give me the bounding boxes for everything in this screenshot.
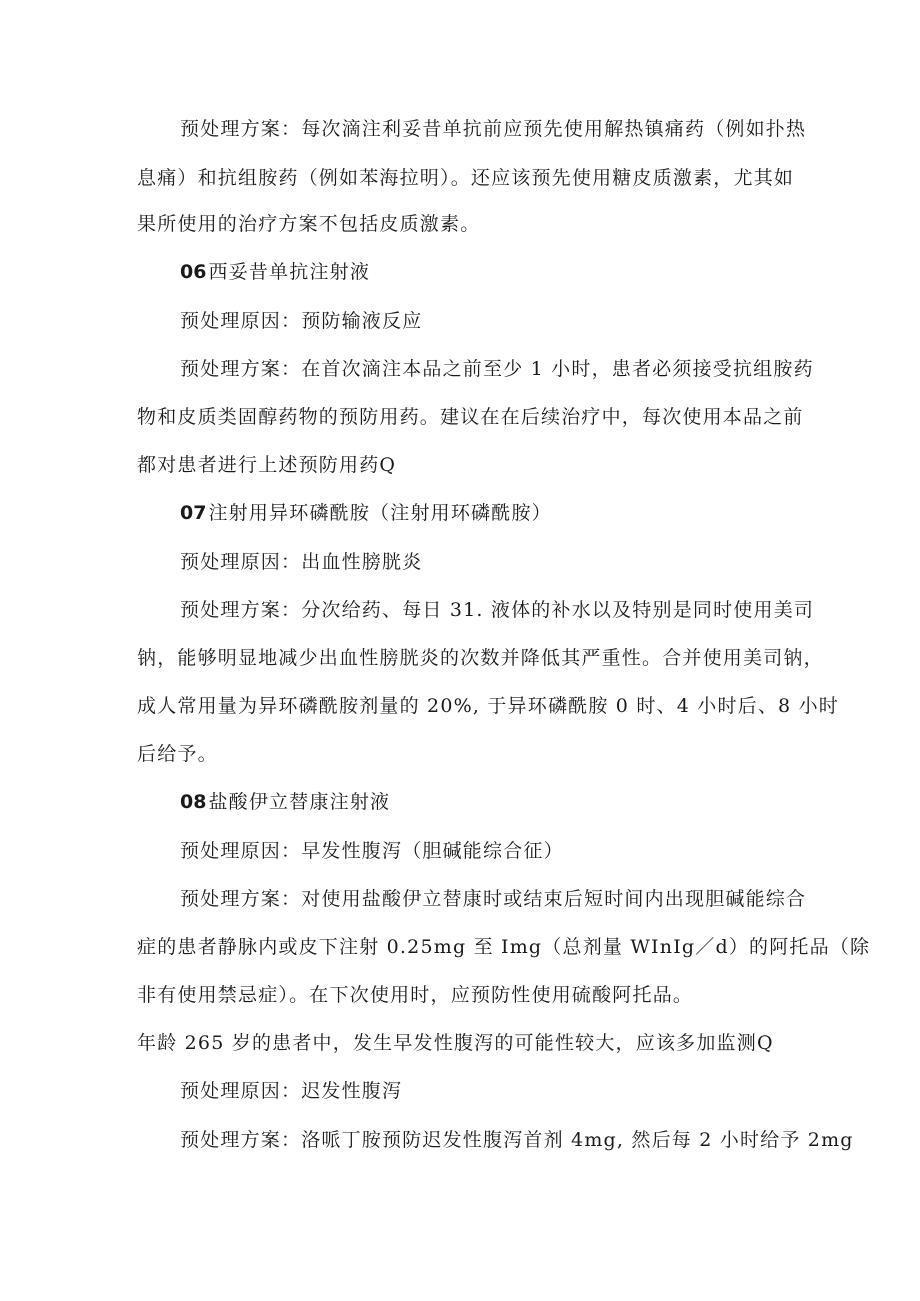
paragraph-line: 预处理原因：预防输液反应 [180,310,423,332]
paragraph-line: 成人常用量为异环磷酰胺剂量的 20%, 于异环磷酰胺 0 时、4 小时后、8 小时 [137,695,839,717]
section-heading [180,499,552,527]
section-heading [180,788,390,816]
section-title: 盐酸伊立替康注射液 [208,791,391,813]
paragraph-line: 预处理方案：分次给药、每日 31. 液体的补水以及特别是同时使用美司 [180,599,815,621]
paragraph-line: 症的患者静脉内或皮下注射 0.25mg 至 Img（总剂量 WInIg／d）的阿托品（除 [137,936,871,958]
paragraph-line: 都对患者进行上述预防用药Q [137,454,397,476]
section-number: 06 [180,261,207,283]
paragraph-line: 预处理原因：出血性膀胱炎 [180,551,423,573]
section-title: 西妥昔单抗注射液 [208,261,371,283]
section-title: 注射用异环磷酰胺（注射用环磷酰胺） [208,502,552,524]
paragraph-line: 物和皮质类固醇药物的预防用药。建议在在后续治疗中，每次使用本品之前 [137,406,804,428]
section-number: 08 [180,791,207,813]
paragraph-line: 预处理方案：每次滴注利妥昔单抗前应预先使用解热镇痛药（例如扑热 [180,118,807,140]
paragraph-line: 预处理方案：在首次滴注本品之前至少 1 小时，患者必须接受抗组胺药 [180,358,814,380]
section-number: 07 [180,502,207,524]
paragraph-line: 钠，能够明显地减少出血性膀胱炎的次数并降低其严重性。合并使用美司钠， [137,647,824,669]
paragraph-line: 息痛）和抗组胺药（例如苯海拉明）。还应该预先使用糖皮质激素，尤其如 [137,167,795,189]
paragraph-line: 后给予。 [137,743,218,765]
paragraph-line: 预处理方案：洛哌丁胺预防迟发性腹泻首剂 4mg, 然后每 2 小时给予 2mg [180,1129,854,1151]
paragraph-line: 预处理原因：迟发性腹泻 [180,1080,403,1102]
paragraph-line: 预处理方案：对使用盐酸伊立替康时或结束后短时间内出现胆碱能综合 [180,888,807,910]
paragraph-line: 年龄 265 岁的患者中，发生早发性腹泻的可能性较大，应该多加监测Q [137,1032,774,1054]
paragraph-line: 果所使用的治疗方案不包括皮质激素。 [137,213,481,235]
paragraph-line: 预处理原因：早发性腹泻（胆碱能综合征） [180,840,564,862]
section-heading [180,258,370,286]
paragraph-line: 非有使用禁忌症）。在下次使用时，应预防性使用硫酸阿托品。 [137,984,694,1006]
